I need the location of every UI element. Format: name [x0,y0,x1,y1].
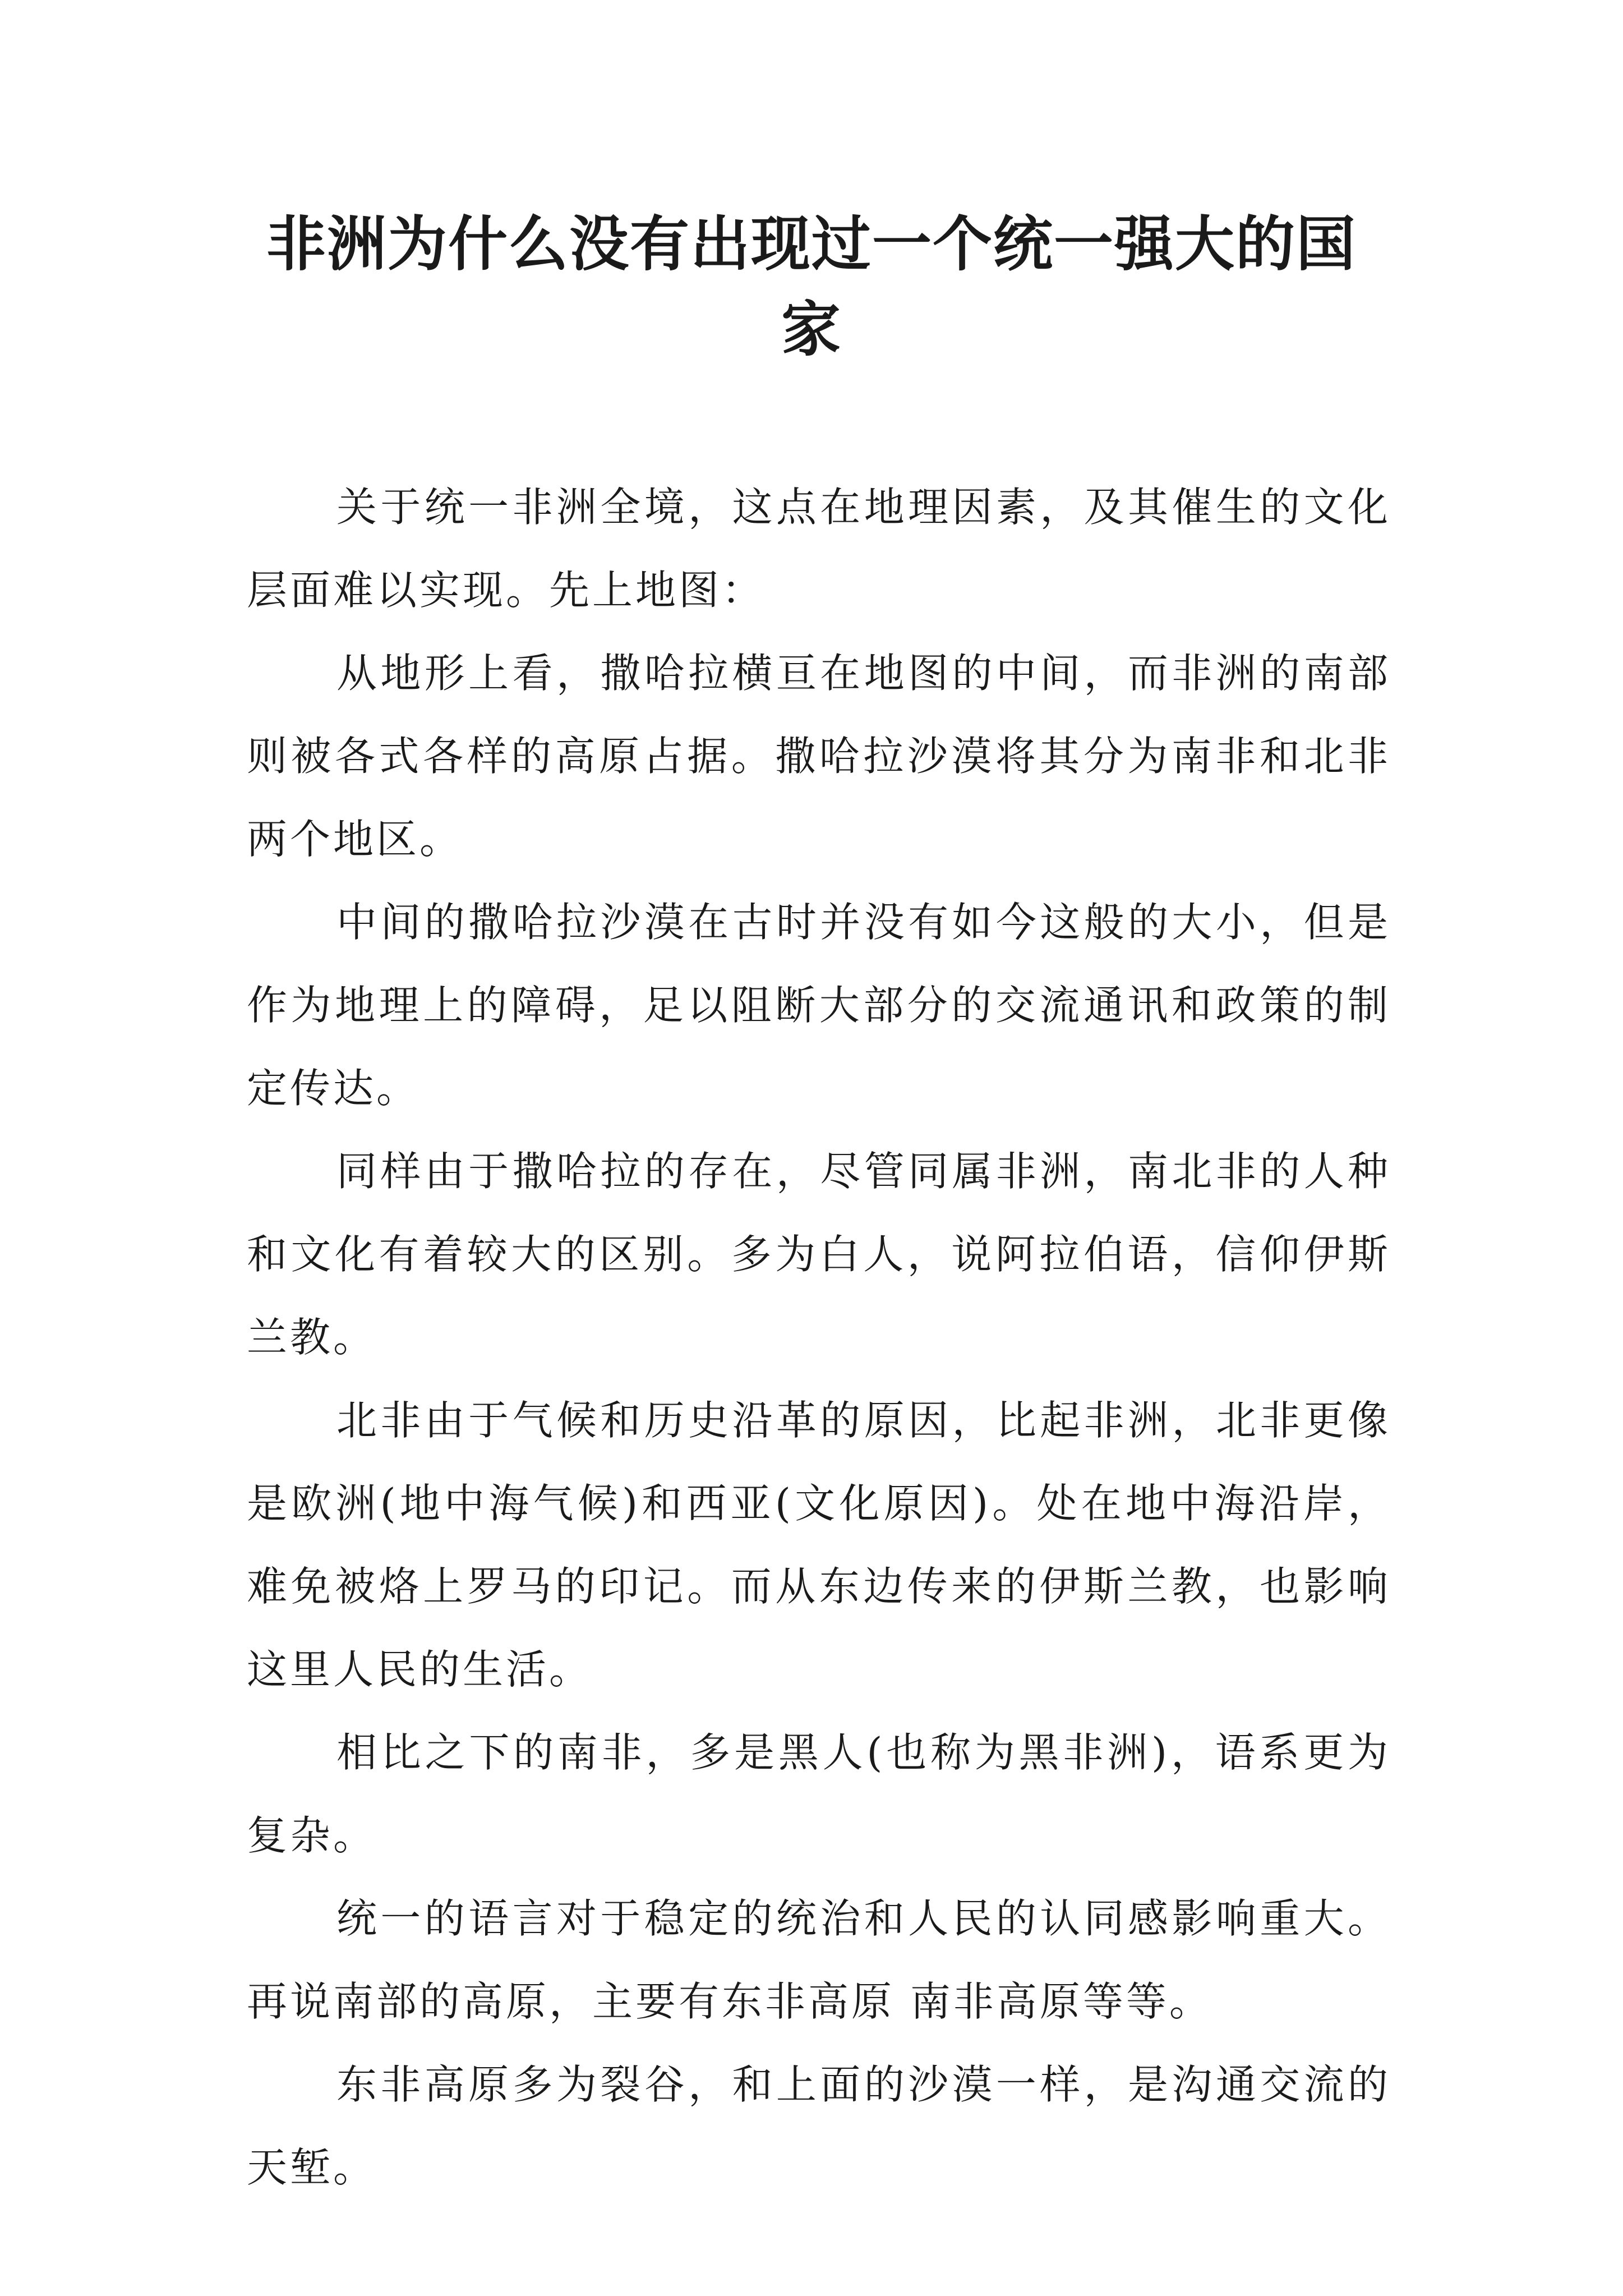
paragraph: 中间的撒哈拉沙漠在古时并没有如今这般的大小，但是作为地理上的障碍，足以阻断大部分的交流通讯和政策的制定传达。 [247,899,1391,1112]
document-title: 非洲为什么没有出现过一个统一强大的国家 [266,210,1357,364]
paragraph: 东非高原多为裂谷，和上面的沙漠一样，是沟通交流的天堑。 [247,2061,1391,2191]
paragraph: 统一的语言对于稳定的统治和人民的认同感影响重大。再说南部的高原，主要有东非高原 南非高原等等。 [247,1895,1391,2025]
paragraph: 北非由于气候和历史沿革的原因，比起非洲，北非更像是欧洲(地中海气候)和西亚(文化原因)。处在地中海沿岸，难免被烙上罗马的印记。而从东边传来的伊斯兰教，也影响这里人民的生活。 [247,1397,1391,1693]
document-body [247,466,1391,2209]
paragraph: 相比之下的南非，多是黑人(也称为黑非洲)，语系更为复杂。 [247,1729,1391,1859]
paragraph: 关于统一非洲全境，这点在地理因素，及其催生的文化层面难以实现。先上地图： [247,484,1391,614]
paragraph: 同样由于撒哈拉的存在，尽管同属非洲，南北非的人种和文化有着较大的区别。多为白人，说阿拉伯语，信仰伊斯兰教。 [247,1148,1391,1361]
paragraph: 从地形上看，撒哈拉横亘在地图的中间，而非洲的南部则被各式各样的高原占据。撒哈拉沙漠将其分为南非和北非两个地区。 [247,650,1391,863]
